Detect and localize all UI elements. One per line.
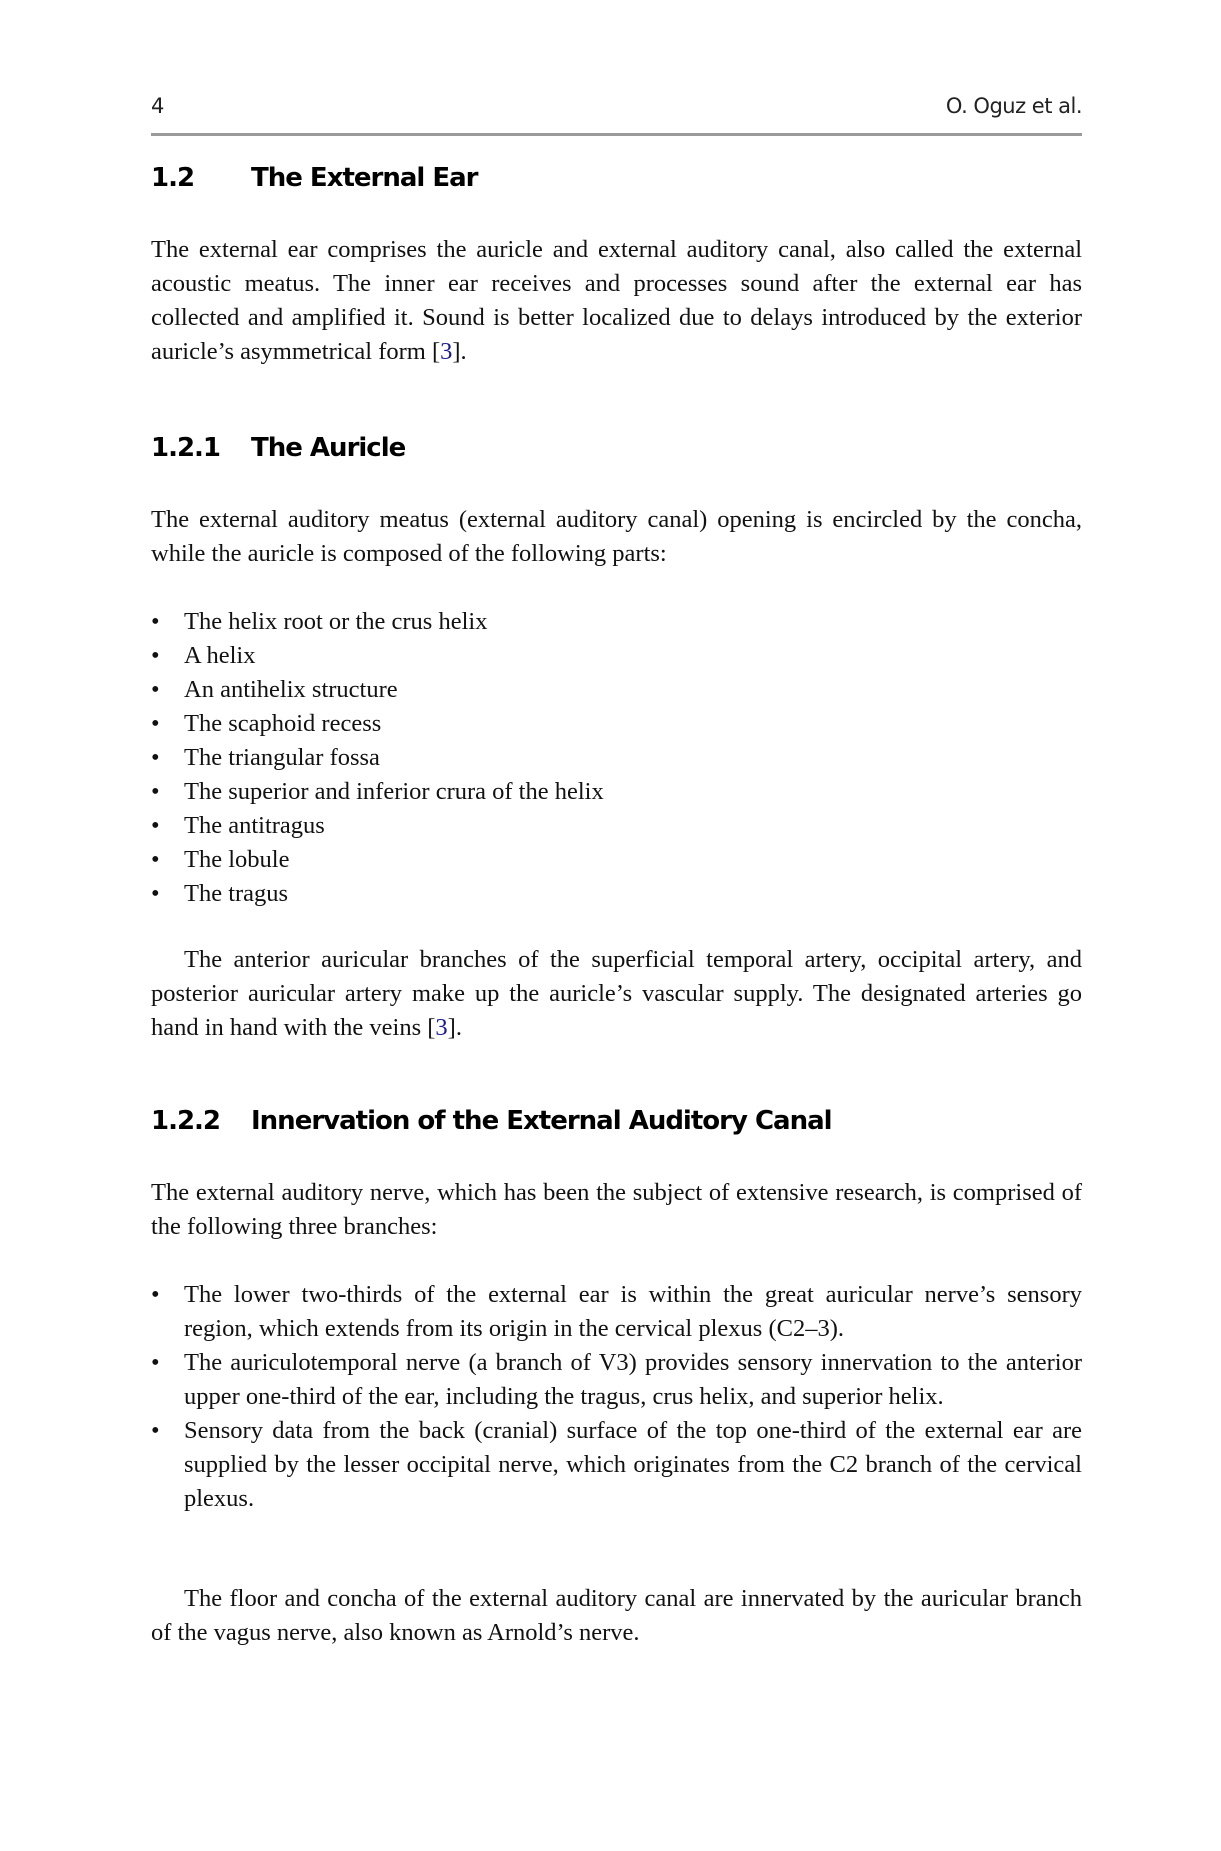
header-rule bbox=[151, 133, 1082, 136]
page-number: 4 bbox=[151, 94, 164, 118]
subsection-title: The Auricle bbox=[251, 433, 406, 463]
bullet-icon: • bbox=[151, 778, 160, 805]
bullet-icon: • bbox=[151, 608, 160, 635]
list-item: • The triangular fossa bbox=[151, 741, 1082, 775]
section-number: 1.2 bbox=[151, 163, 195, 193]
bullet-icon: • bbox=[151, 710, 160, 737]
running-head bbox=[151, 94, 1082, 124]
innervation-intro-paragraph: The external auditory nerve, which has been the subject of extensive research, is comprised of the following three branches: bbox=[151, 1179, 1082, 1240]
citation-link[interactable]: 3 bbox=[435, 1014, 448, 1041]
subsection-heading-innervation bbox=[151, 1106, 832, 1136]
subsection-heading-auricle bbox=[151, 433, 405, 463]
list-item: • The superior and inferior crura of the helix bbox=[151, 775, 1082, 809]
list-item: • The scaphoid recess bbox=[151, 707, 1082, 741]
list-item: • Sensory data from the back (cranial) surface of the top one-third of the external ear are supplied by the lesser occipital nerve, which originates from the C2 branch of the cervical plexus. bbox=[151, 1414, 1082, 1516]
section-heading bbox=[151, 163, 478, 193]
bullet-icon: • bbox=[151, 1281, 160, 1308]
bullet-icon: • bbox=[151, 744, 160, 771]
bullet-icon: • bbox=[151, 1417, 160, 1444]
bullet-icon: • bbox=[151, 676, 160, 703]
section-title: The External Ear bbox=[251, 163, 478, 193]
list-item: • The helix root or the crus helix bbox=[151, 605, 1082, 639]
auricle-intro-paragraph: The external auditory meatus (external auditory canal) opening is encircled by the concha, while the auricle is composed of the following parts: bbox=[151, 506, 1082, 567]
list-item: • An antihelix structure bbox=[151, 673, 1082, 707]
subsection-number: 1.2.1 bbox=[151, 433, 221, 463]
list-item: • The lower two-thirds of the external ear is within the great auricular nerve’s sensory region, which extends from its origin in the cervical plexus (C2–3). bbox=[151, 1278, 1082, 1346]
bullet-icon: • bbox=[151, 812, 160, 839]
bullet-icon: • bbox=[151, 846, 160, 873]
auricle-vascular-paragraph: The anterior auricular branches of the superficial temporal artery, occipital artery, and posterior auricular artery make up the auricle’s vascular supply. The designated arteries go hand in hand with the veins [3]. bbox=[151, 946, 1082, 1041]
list-item: • The antitragus bbox=[151, 809, 1082, 843]
list-item: • The tragus bbox=[151, 877, 1082, 911]
list-item: • A helix bbox=[151, 639, 1082, 673]
bullet-icon: • bbox=[151, 642, 160, 669]
bullet-icon: • bbox=[151, 880, 160, 907]
running-head-authors: O. Oguz et al. bbox=[945, 94, 1082, 118]
citation-link[interactable]: 3 bbox=[440, 338, 453, 365]
subsection-number: 1.2.2 bbox=[151, 1106, 221, 1136]
list-item: • The lobule bbox=[151, 843, 1082, 877]
innervation-branches-list bbox=[151, 1278, 1082, 1516]
subsection-title: Innervation of the External Auditory Canal bbox=[251, 1106, 832, 1136]
auricle-parts-list bbox=[151, 605, 1082, 911]
section-intro-paragraph: The external ear comprises the auricle and external auditory canal, also called the external acoustic meatus. The inner ear receives and processes sound after the external ear has collected and amplified it. Sound is better localized due to delays introduced by the exterior auricle’s asymmetrical form [3]. bbox=[151, 236, 1082, 365]
innervation-closing-paragraph: The floor and concha of the external auditory canal are innervated by the auricular branch of the vagus nerve, also known as Arnold’s nerve. bbox=[151, 1585, 1082, 1646]
bullet-icon: • bbox=[151, 1349, 160, 1376]
list-item: • The auriculotemporal nerve (a branch of V3) provides sensory innervation to the anterior upper one-third of the ear, including the tragus, crus helix, and superior helix. bbox=[151, 1346, 1082, 1414]
